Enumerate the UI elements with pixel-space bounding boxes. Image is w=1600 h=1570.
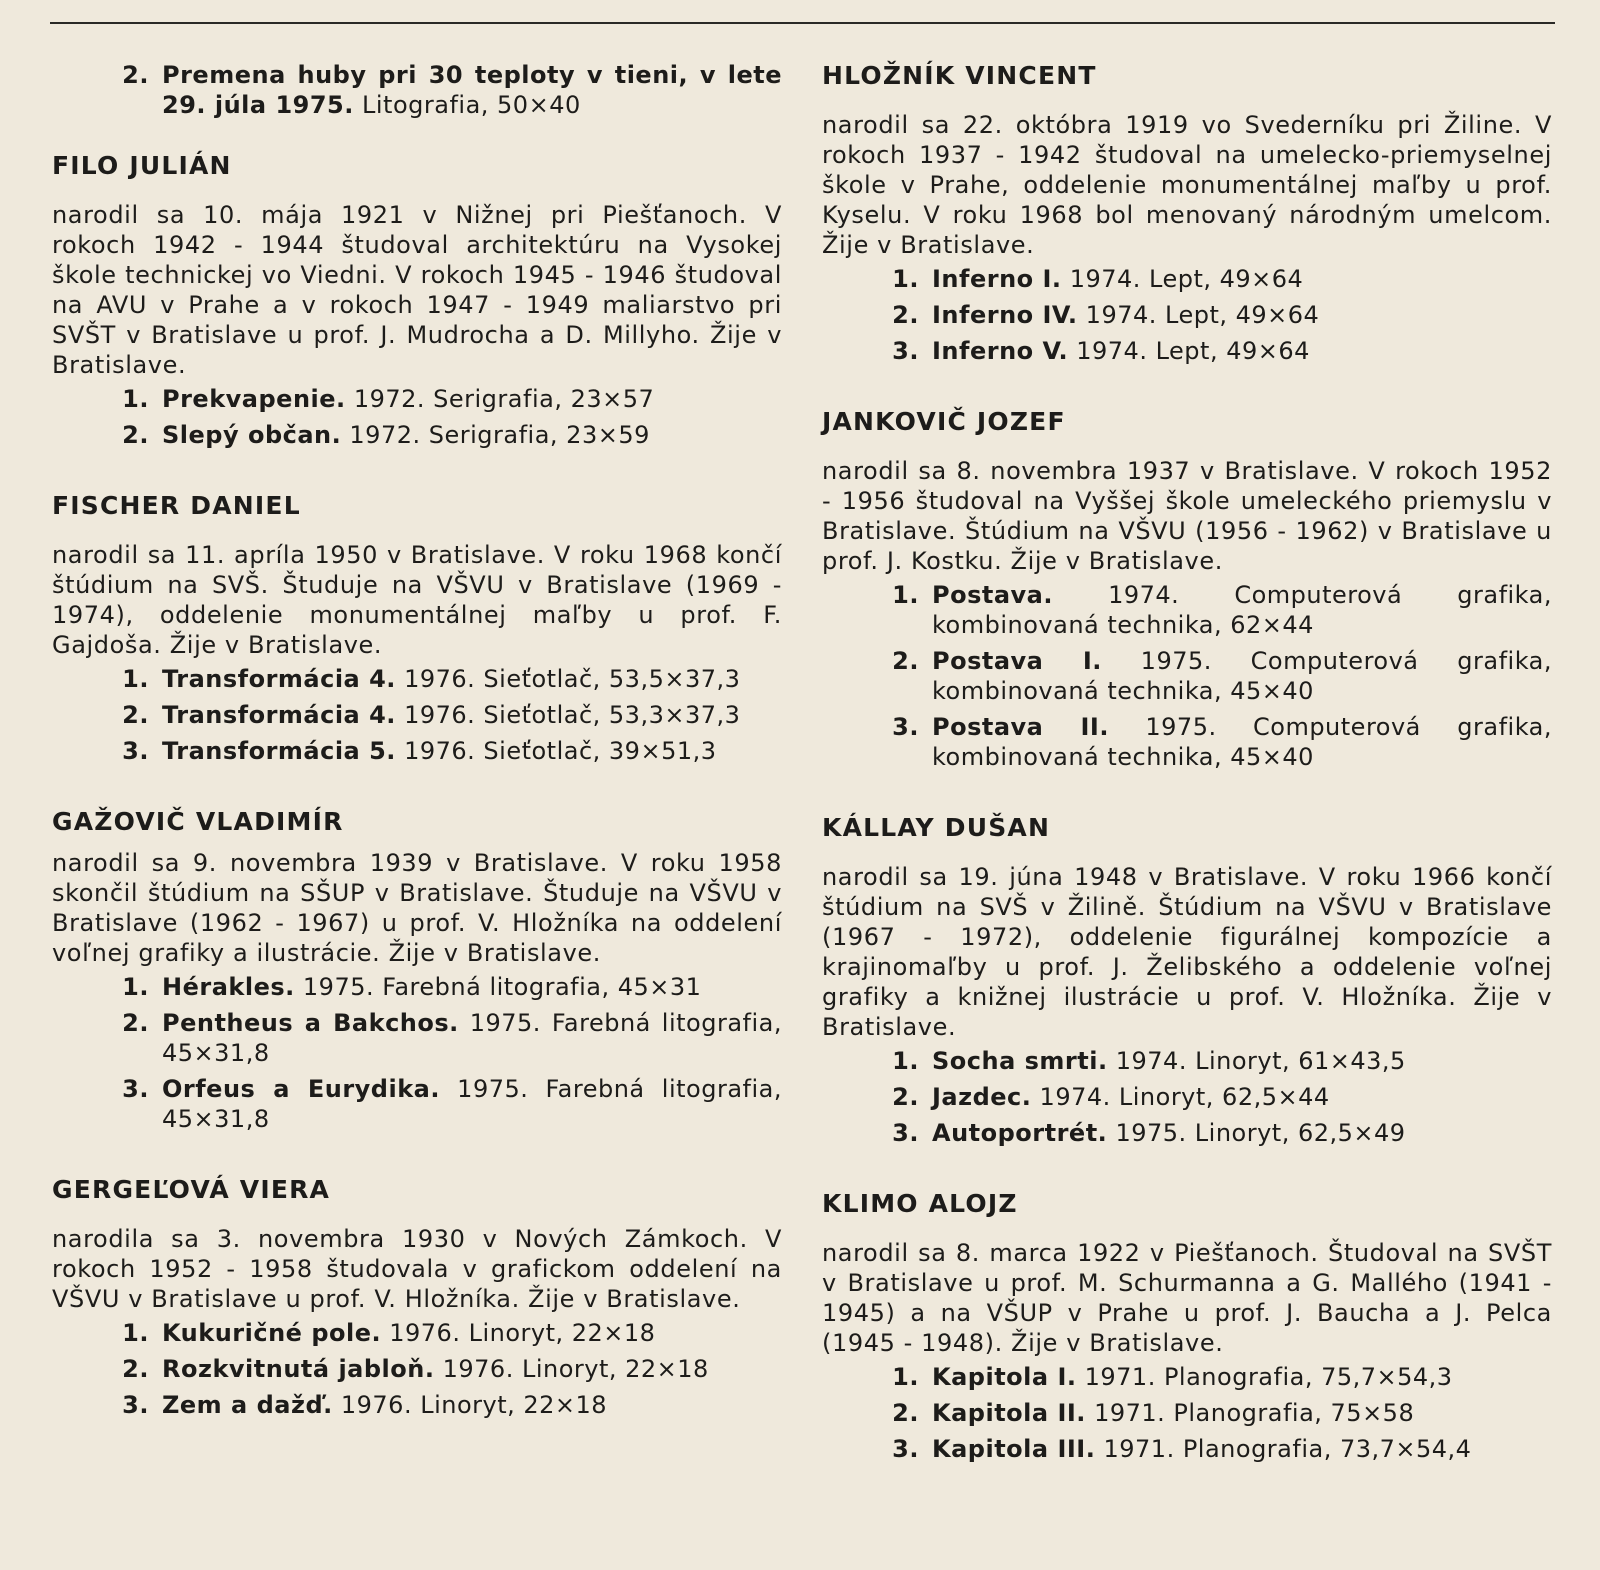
work-details: Litografia, 50×40 (362, 91, 581, 119)
work-details: 1974. Linoryt, 62,5×44 (1039, 1083, 1330, 1111)
work-item (52, 384, 782, 414)
work-details: 1975. Farebná litografia, 45×31 (302, 973, 702, 1001)
work-number: 3. (892, 713, 919, 741)
work-details: 1975. Linoryt, 62,5×49 (1115, 1119, 1406, 1147)
work-number: 2. (122, 61, 149, 89)
work-title: Prekvapenie. (162, 385, 346, 413)
artist-name: HLOŽNÍK VINCENT (822, 61, 1097, 90)
work-title: Zem a dažď. (162, 1391, 333, 1419)
work-item (52, 60, 782, 120)
work-number: 1. (892, 1047, 919, 1075)
work-number: 2. (892, 647, 919, 675)
work-number: 1. (892, 1363, 919, 1391)
artist-name: FILO JULIÁN (52, 151, 232, 180)
work-number: 1. (122, 665, 149, 693)
top-rule (50, 22, 1555, 24)
work-title: Kapitola II. (932, 1399, 1086, 1427)
works-list (822, 264, 1552, 366)
work-title: Kukuričné pole. (162, 1319, 382, 1347)
work-title: Inferno I. (932, 265, 1062, 293)
work-item (822, 646, 1552, 706)
work-title: Premena huby pri 30 teploty v tieni, v lete 29. júla 1975. (162, 61, 782, 119)
artist-name: FISCHER DANIEL (52, 491, 301, 520)
work-number: 2. (892, 1399, 919, 1427)
artist-entry (52, 806, 782, 1134)
work-details: 1976. Sieťotlač, 53,3×37,3 (404, 701, 741, 729)
work-title: Inferno V. (932, 337, 1069, 365)
work-item (52, 1354, 782, 1384)
artist-bio: narodil sa 8. marca 1922 v Piešťanoch. Študoval na SVŠT v Bratislave u prof. M. Schurmanna a G. Mallého (1941 - 1945) a na VŠUP v Prahe u prof. J. Baucha a J. Pelca (1945 - 1948). Žije v Bratislave. (822, 1239, 1552, 1357)
work-number: 2. (892, 301, 919, 329)
work-title: Hérakles. (162, 973, 295, 1001)
work-item (822, 1082, 1552, 1112)
work-details: 1971. Planografia, 73,7×54,4 (1103, 1435, 1472, 1463)
work-details: 1975. Computerová grafika, kombinovaná technika, 45×40 (932, 647, 1552, 705)
artist-bio: narodil sa 8. novembra 1937 v Bratislave. V rokoch 1952 - 1956 študoval na Vyššej škole umeleckého priemyslu v Bratislave. Štúdium na VŠVU (1956 - 1962) v Bratislave u prof. J. Kostku. Žije v Bratislave. (822, 457, 1552, 575)
work-number: 1. (122, 1319, 149, 1347)
work-number: 2. (892, 1083, 919, 1111)
work-title: Jazdec. (932, 1083, 1032, 1111)
work-details: 1974. Linoryt, 61×43,5 (1115, 1047, 1406, 1075)
work-item (52, 420, 782, 450)
work-details: 1976. Linoryt, 22×18 (442, 1355, 709, 1383)
work-item (52, 1074, 782, 1134)
artist-entry (52, 150, 782, 450)
work-details: 1976. Linoryt, 22×18 (340, 1391, 608, 1419)
artist-entry (52, 490, 782, 766)
work-title: Orfeus a Eurydika. (162, 1075, 440, 1103)
work-item (822, 300, 1552, 330)
artist-bio: narodil sa 22. októbra 1919 vo Svederníku pri Žiline. V rokoch 1937 - 1942 študoval na umelecko-priemyselnej škole v Prahe, oddelenie monumentálnej maľby u prof. Kyselu. V roku 1968 bol menovaný národným umelcom. Žije v Bratislave. (822, 111, 1552, 259)
artist-bio: narodil sa 11. apríla 1950 v Bratislave. V roku 1968 končí štúdium na SVŠ. Študuje na VŠVU v Bratislave (1969 - 1974), oddelenie monumentálnej maľby u prof. F. Gajdoša. Žije v Bratislave. (52, 541, 782, 659)
artist-bio: narodil sa 9. novembra 1939 v Bratislave. V roku 1958 skončil štúdium na SŠUP v Bratislave. Študuje na VŠVU v Bratislave (1962 - 1967) u prof. V. Hložníka na oddelení voľnej grafiky a ilustrácie. Žije v Bratislave. (52, 849, 782, 967)
artist-bio: narodil sa 19. júna 1948 v Bratislave. V roku 1966 končí štúdium na SVŠ v Žilině. Štúdium na VŠVU v Bratislave (1967 - 1972), oddelenie figurálnej kompozície a krajinomaľby u prof. J. Želibského a oddelenie voľnej grafiky a knižnej ilustrácie u prof. V. Hložníka. Žije v Bratislave. (822, 863, 1552, 1041)
works-list (52, 384, 782, 450)
work-title: Inferno IV. (932, 301, 1078, 329)
work-details: 1975. Computerová grafika, kombinovaná technika, 45×40 (932, 713, 1553, 771)
work-details: 1976. Sieťotlač, 53,5×37,3 (404, 665, 741, 693)
artist-name: KLIMO ALOJZ (822, 1189, 1018, 1218)
work-title: Autoportrét. (932, 1119, 1108, 1147)
artist-name: GAŽOVIČ VLADIMÍR (52, 807, 344, 836)
work-number: 2. (122, 421, 149, 449)
work-details: 1975. Farebná litografia, 45×31,8 (162, 1075, 782, 1133)
artist-entry (822, 812, 1552, 1148)
work-number: 1. (892, 265, 919, 293)
artist-bio: narodila sa 3. novembra 1930 v Nových Zámkoch. V rokoch 1952 - 1958 študovala v grafickom oddelení na VŠVU v Bratislave u prof. V. Hložníka. Žije v Bratislave. (52, 1225, 782, 1313)
work-item (52, 700, 782, 730)
works-list (822, 1046, 1552, 1148)
work-item (822, 336, 1552, 366)
work-item (822, 712, 1552, 772)
work-details: 1974. Lept, 49×64 (1076, 337, 1310, 365)
work-details: 1974. Computerová grafika, kombinovaná technika, 62×44 (932, 581, 1552, 639)
work-item (822, 264, 1552, 294)
artist-name: JANKOVIČ JOZEF (822, 407, 1066, 436)
work-number: 3. (892, 1119, 919, 1147)
artist-entry (822, 1188, 1552, 1464)
work-number: 3. (122, 1391, 149, 1419)
continuation-list (52, 60, 782, 120)
artist-entry (822, 406, 1552, 772)
work-title: Pentheus a Bakchos. (162, 1009, 459, 1037)
work-item (52, 972, 782, 1002)
work-details: 1972. Serigrafia, 23×57 (353, 385, 655, 413)
work-number: 3. (122, 737, 149, 765)
work-item (52, 1008, 782, 1068)
work-title: Transformácia 4. (162, 665, 396, 693)
work-number: 3. (122, 1075, 149, 1103)
work-details: 1971. Planografia, 75,7×54,3 (1084, 1363, 1453, 1391)
work-number: 1. (892, 581, 919, 609)
work-title: Postava II. (932, 713, 1109, 741)
work-title: Transformácia 5. (162, 737, 396, 765)
artist-entry (52, 1174, 782, 1420)
work-number: 2. (122, 1009, 149, 1037)
work-item (52, 664, 782, 694)
work-item (52, 1390, 782, 1420)
work-number: 2. (122, 701, 149, 729)
artist-name: KÁLLAY DUŠAN (822, 813, 1051, 842)
work-title: Postava. (932, 581, 1053, 609)
work-item (822, 1118, 1552, 1148)
work-title: Rozkvitnutá jabloň. (162, 1355, 435, 1383)
work-title: Kapitola III. (932, 1435, 1096, 1463)
work-title: Slepý občan. (162, 421, 342, 449)
work-details: 1975. Farebná litografia, 45×31,8 (162, 1009, 782, 1067)
work-number: 3. (892, 337, 919, 365)
work-title: Transformácia 4. (162, 701, 396, 729)
works-list (52, 972, 782, 1134)
artist-bio: narodil sa 10. mája 1921 v Nižnej pri Piešťanoch. V rokoch 1942 - 1944 študoval architektúru na Vysokej škole technickej vo Viedni. V rokoch 1945 - 1946 študoval na AVU v Prahe a v rokoch 1947 - 1949 maliarstvo pri SVŠT v Bratislave u prof. J. Mudrocha a D. Millyho. Žije v Bratislave. (52, 201, 782, 379)
works-list (52, 1318, 782, 1420)
work-details: 1974. Lept, 49×64 (1069, 265, 1304, 293)
works-list (822, 580, 1552, 772)
work-item (52, 736, 782, 766)
work-title: Socha smrti. (932, 1047, 1108, 1075)
work-item (822, 1362, 1552, 1392)
works-list (822, 1362, 1552, 1464)
left-column (52, 56, 782, 1460)
work-item (822, 1046, 1552, 1076)
work-details: 1976. Linoryt, 22×18 (389, 1319, 656, 1347)
work-details: 1972. Serigrafia, 23×59 (349, 421, 650, 449)
work-title: Kapitola I. (932, 1363, 1077, 1391)
work-item (822, 1434, 1552, 1464)
right-column (822, 60, 1552, 1504)
work-details: 1974. Lept, 49×64 (1085, 301, 1320, 329)
work-item (822, 580, 1552, 640)
work-number: 3. (892, 1435, 919, 1463)
work-details: 1976. Sieťotlač, 39×51,3 (404, 737, 717, 765)
work-item (822, 1398, 1552, 1428)
work-details: 1971. Planografia, 75×58 (1094, 1399, 1415, 1427)
work-number: 1. (122, 973, 149, 1001)
works-list (52, 664, 782, 766)
work-number: 2. (122, 1355, 149, 1383)
work-number: 1. (122, 385, 149, 413)
work-item (52, 1318, 782, 1348)
work-title: Postava I. (932, 647, 1102, 675)
artist-name: GERGEĽOVÁ VIERA (52, 1175, 331, 1204)
artist-entry (822, 60, 1552, 366)
